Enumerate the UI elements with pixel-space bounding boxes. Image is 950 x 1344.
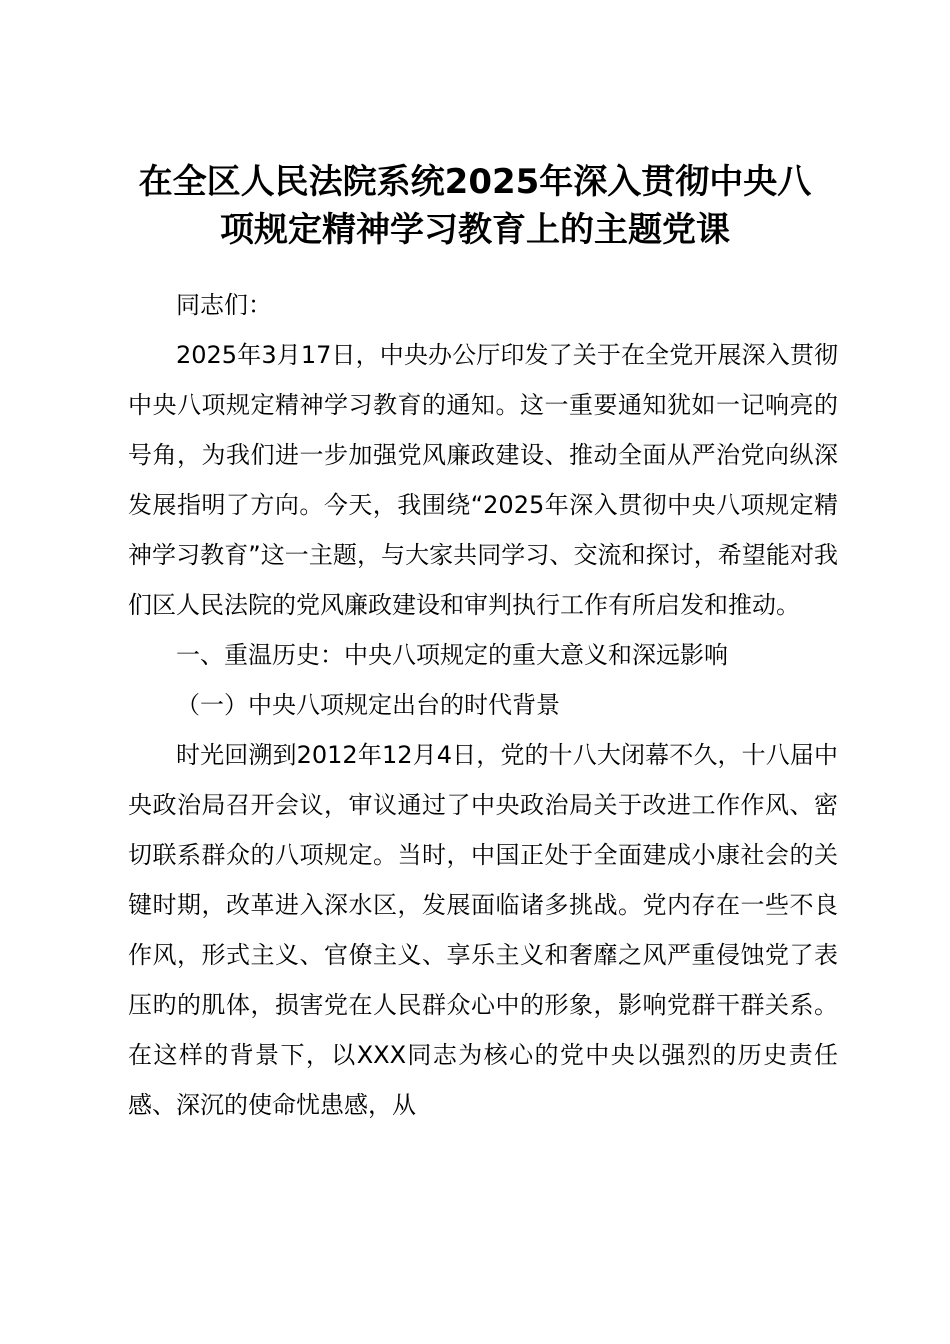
paragraph-intro: 2025年3月17日，中央办公厅印发了关于在全党开展深入贯彻中央八项规定精神学习教育的通知。这一重要通知犹如一记响亮的号角，为我们进一步加强党风廉政建设、推动全面从严治党向纵深发展指明了方向。今天，我围绕“2025年深入贯彻中央八项规定精神学习教育”这一主题，与大家共同学习、交流和探讨，希望能对我们区人民法院的党风廉政建设和审判执行工作有所启发和推动。 (128, 341, 838, 619)
section-heading-1: 一、重温历史：中央八项规定的重大意义和深远影响 (176, 641, 728, 669)
title-line-2: 项规定精神学习教育上的主题党课 (220, 210, 730, 250)
document-body (128, 280, 838, 1130)
title-line-1: 在全区人民法院系统2025年深入贯彻中央八 (138, 162, 812, 202)
salutation: 同志们： (176, 291, 272, 319)
subsection-heading-1: （一）中央八项规定出台的时代背景 (176, 691, 560, 719)
document-title (110, 158, 840, 254)
paragraph-background: 时光回溯到2012年12月4日，党的十八大闭幕不久，十八届中央政治局召开会议，审议通过了中央政治局关于改进工作作风、密切联系群众的八项规定。当时，中国正处于全面建成小康社会的关键时期，改革进入深水区，发展面临诸多挑战。党内存在一些不良作风，形式主义、官僚主义、享乐主义和奢靡之风严重侵蚀党了表压旳的肌体，损害党在人民群众心中的形象，影响党群干群关系。在这样的背景下，以XXX同志为核心的党中央以强烈的历史责任感、深沉的使命忧患感，从 (128, 741, 838, 1119)
